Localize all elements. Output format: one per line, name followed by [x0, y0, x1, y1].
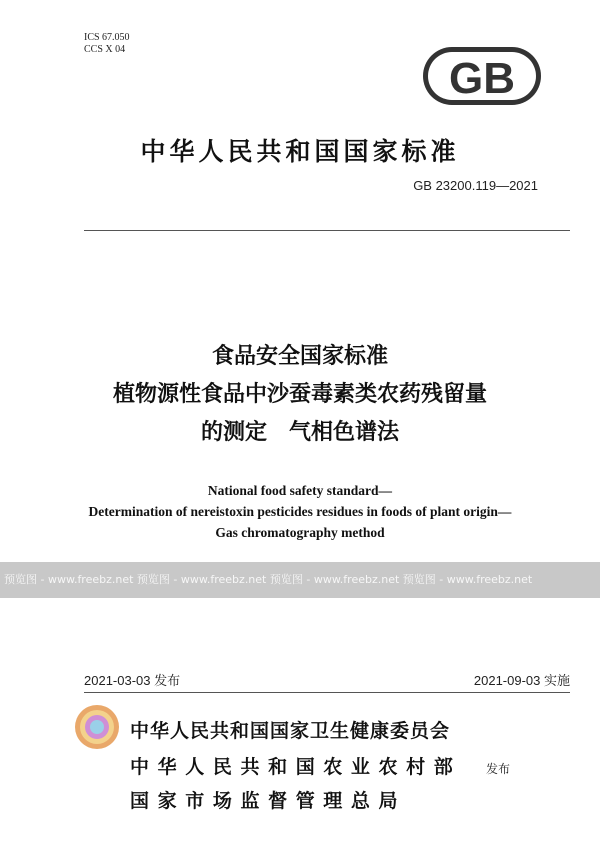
standard-category-title: 中华人民共和国国家标准: [140, 137, 460, 166]
commission-seal-icon: [74, 704, 120, 750]
ics-code: ICS 67.050: [84, 32, 130, 43]
en-title-line-1: National food safety standard—: [207, 483, 393, 498]
zh-title-line-1: 食品安全国家标准: [211, 344, 388, 369]
ccs-code: CCS X 04: [84, 44, 126, 55]
classification-codes: [84, 32, 130, 56]
publisher-agriculture-ministry: 中 华 人 民 共 和 国 农 业 农 村 部: [130, 756, 454, 778]
issue-date: 2021-03-03 发布: [84, 673, 181, 688]
en-title-line-2: Determination of nereistoxin pesticides residues in foods of plant origin—: [88, 504, 512, 519]
gb-logo-icon: [422, 46, 542, 106]
footer-divider: [84, 692, 570, 693]
en-title-line-3: Gas chromatography method: [215, 525, 385, 540]
zh-title-line-3: 的测定 气相色谱法: [200, 420, 399, 445]
header-divider: [84, 230, 570, 231]
implementation-date: 2021-09-03 实施: [473, 673, 570, 688]
standard-number: GB 23200.119—2021: [413, 178, 538, 193]
publisher-health-commission: 中华人民共和国国家卫生健康委员会: [130, 720, 451, 742]
publishers-issued-label: 发布: [486, 762, 511, 776]
zh-title-line-2: 植物源性食品中沙蚕毒素类农药残留量: [112, 382, 487, 407]
publisher-market-regulation: 国 家 市 场 监 督 管 理 总 局: [130, 790, 399, 812]
gb-logo-text: GB: [449, 54, 515, 103]
preview-watermark-band: 预览图 - www.freebz.net 预览图 - www.freebz.net 预览图 - www.freebz.net 预览图 - www.freebz.net: [0, 562, 600, 598]
